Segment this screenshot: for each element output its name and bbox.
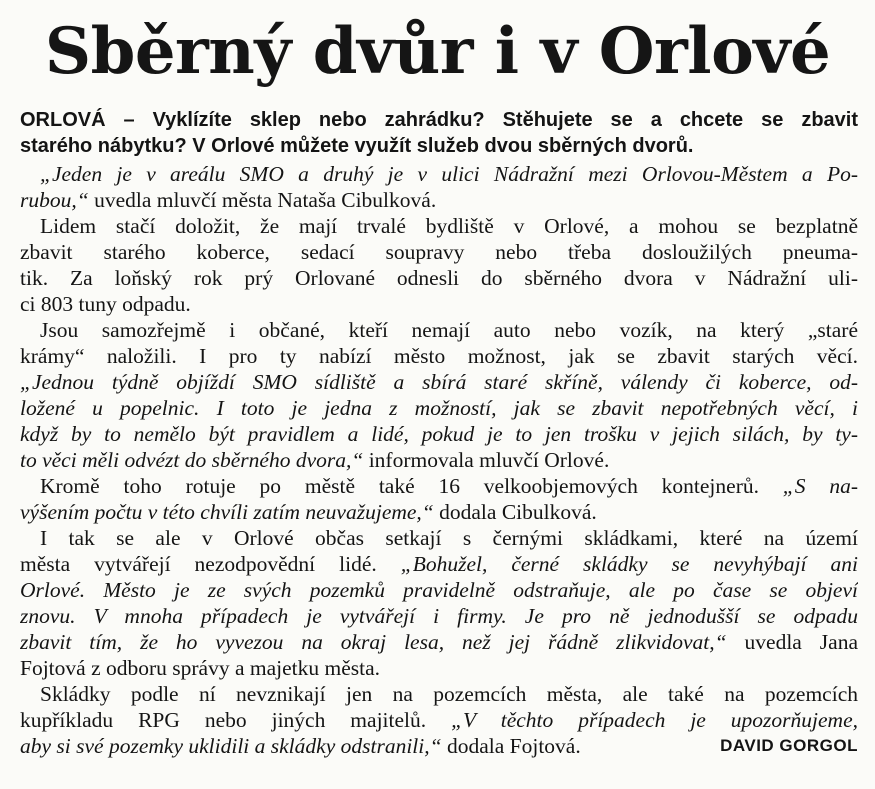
body-text: dodala Fojtová. bbox=[441, 734, 581, 758]
lead-line: ORLOVÁ – Vyklízíte sklep nebo zahrádku? Stěhujete se a chcete se zbavit bbox=[20, 109, 858, 131]
quote-text: „Bohužel, černé skládky se nevyhýbají ani bbox=[400, 552, 858, 576]
lead-line: starého nábytku? V Orlové můžete využít služeb dvou sběrných dvorů. bbox=[20, 135, 694, 157]
body-line: krámy“ naložili. I pro ty nabízí město možnost, jak se zbavit starých věcí. bbox=[20, 344, 858, 368]
quote-text: „S na- bbox=[782, 474, 858, 498]
body-text: kupříkladu RPG nebo jiných majitelů. bbox=[20, 708, 452, 732]
quote-text: to věci měli odvézt do sběrného dvora,“ bbox=[20, 448, 364, 472]
body-line: Skládky podle ní nevznikají jen na pozemcích města, ale také na pozemcích bbox=[40, 682, 858, 706]
quote-text: aby si své pozemky uklidili a skládky odstranili,“ bbox=[20, 734, 442, 758]
body-line: I tak se ale v Orlové občas setkají s černými skládkami, které na území bbox=[40, 526, 858, 550]
body-line: Lidem stačí doložit, že mají trvalé bydliště v Orlové, a mohou se bezplatně bbox=[40, 214, 858, 238]
body-line bbox=[20, 499, 858, 525]
quote-text: zbavit tím, že ho vyvezou na okraj lesa, než jej řádně zlikvidovat,“ bbox=[20, 630, 727, 654]
body-line bbox=[20, 447, 858, 473]
body-text: dodala Cibulková. bbox=[433, 500, 597, 524]
body-line: když by to nemělo být pravidlem a lidé, pokud je to jen trošku v jejich silách, by ty- bbox=[20, 422, 858, 446]
body-text: informovala mluvčí Orlové. bbox=[363, 448, 610, 472]
body-text: města vytvářejí nezodpovědní lidé. bbox=[20, 552, 401, 576]
author-byline: DAVID GORGOL bbox=[720, 736, 858, 755]
body-text: Kromě toho rotuje po městě také 16 velkoobjemových kontejnerů. bbox=[40, 474, 783, 498]
body-text: uvedla mluvčí města Nataša Cibulková. bbox=[88, 188, 437, 212]
body-line bbox=[20, 187, 858, 213]
body-line bbox=[20, 707, 858, 733]
body-line bbox=[20, 733, 858, 759]
body-line: Fojtová z odboru správy a majetku města. bbox=[20, 656, 381, 680]
body-line: „Jeden je v areálu SMO a druhý je v ulici Nádražní mezi Orlovou-Městem a Po- bbox=[40, 162, 858, 186]
quote-text: rubou,“ bbox=[20, 188, 89, 212]
body-line: ci 803 tuny odpadu. bbox=[20, 292, 191, 316]
body-line: „Jednou týdně objíždí SMO sídliště a sbírá staré skříně, válendy či koberce, od- bbox=[20, 370, 858, 394]
body-line: Jsou samozřejmě i občané, kteří nemají auto nebo vozík, na který „staré bbox=[40, 318, 858, 342]
body-line: Orlové. Město je ze svých pozemků pravidelně odstraňuje, ale po čase se objeví bbox=[20, 578, 858, 602]
body-line: zbavit starého koberce, sedací soupravy nebo třeba dosloužilých pneuma- bbox=[20, 240, 858, 264]
body-line bbox=[20, 551, 858, 577]
quote-text: výšením počtu v této chvíli zatím neuvažujeme,“ bbox=[20, 500, 434, 524]
body-line bbox=[20, 629, 858, 655]
body-line: tik. Za loňský rok prý Orlované odnesli do sběrného dvora v Nádražní uli- bbox=[20, 266, 858, 290]
quote-text: „V těchto případech je upozorňujeme, bbox=[451, 708, 858, 732]
body-line: ložené u popelnic. I toto je jedna z možností, jak se zbavit nepotřebných věcí, i bbox=[20, 396, 858, 420]
body-text: uvedla Jana bbox=[726, 630, 858, 654]
headline: Sběrný dvůr i v Orlové bbox=[44, 14, 831, 89]
body-line bbox=[20, 473, 858, 499]
body-line: znovu. V mnoha případech je vytvářejí i firmy. Je pro ně jednodušší se odpadu bbox=[20, 604, 858, 628]
